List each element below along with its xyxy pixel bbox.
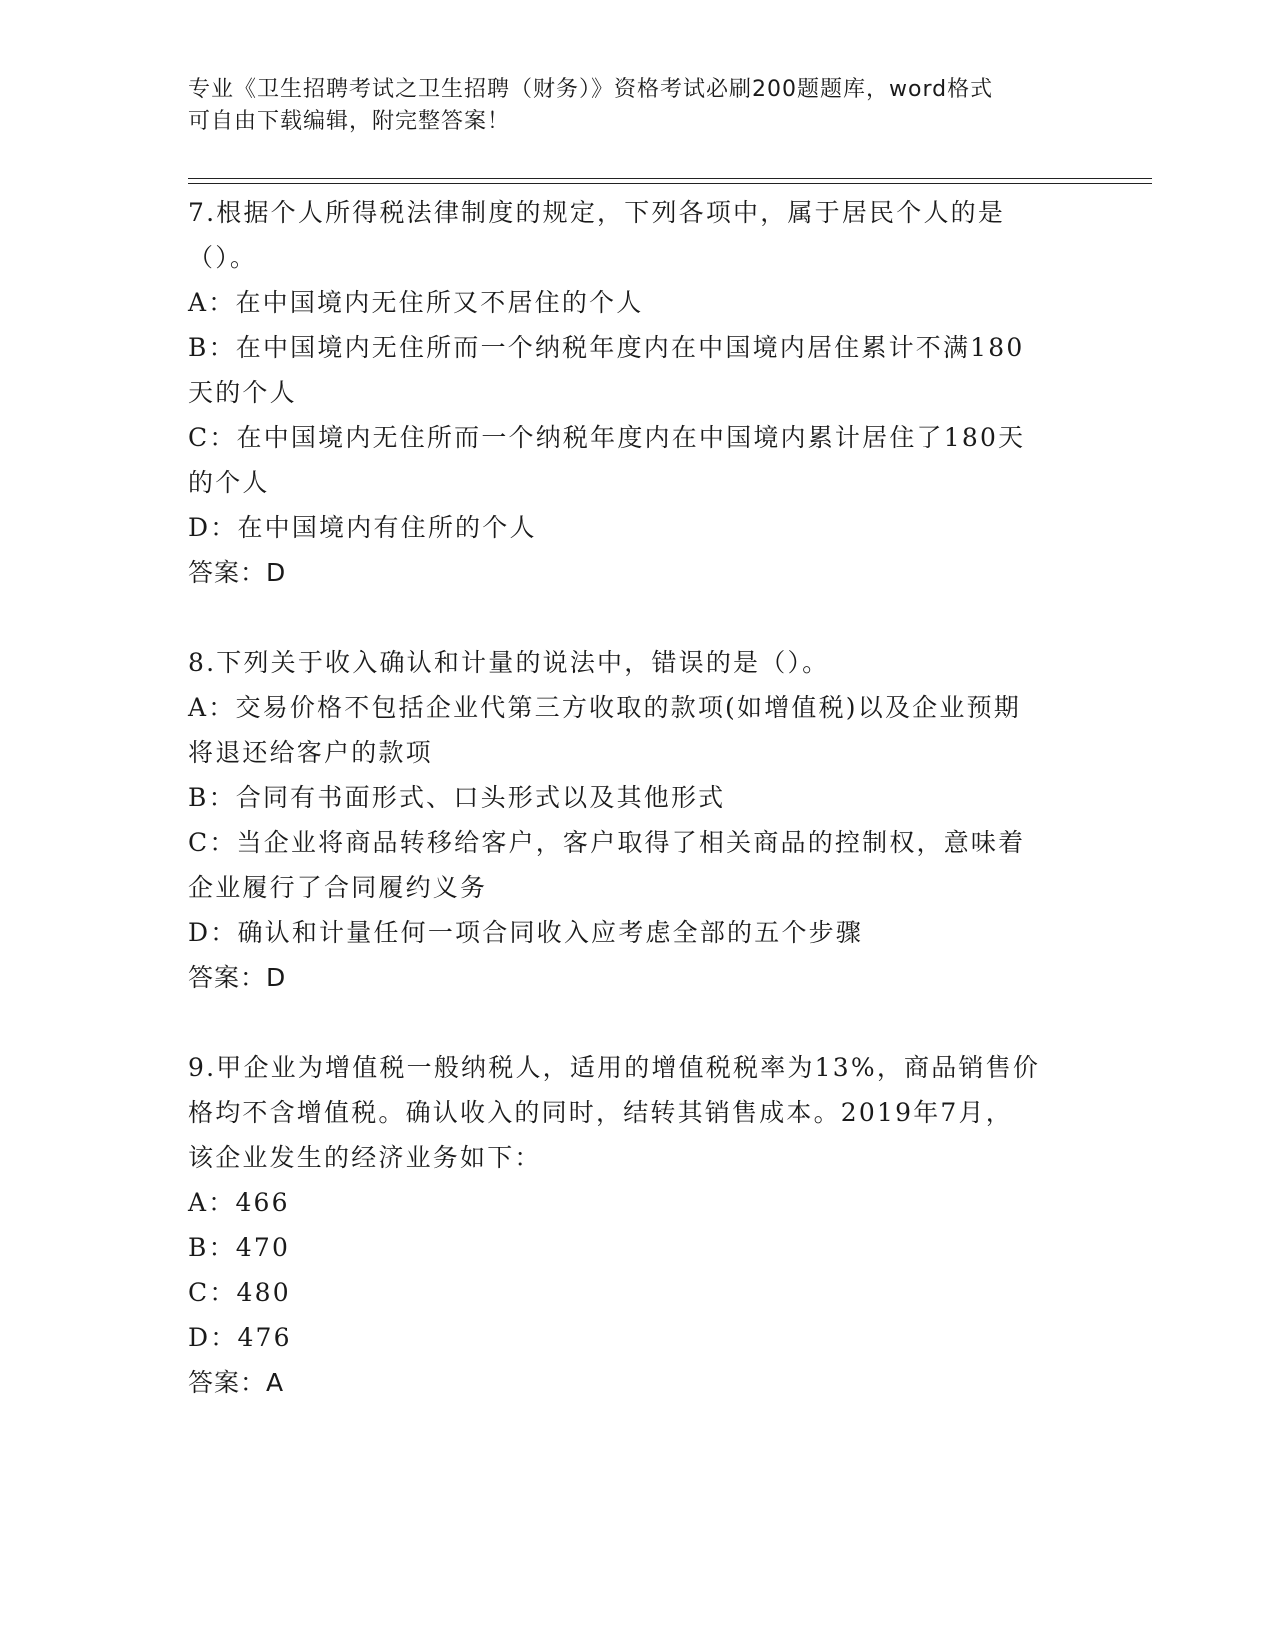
- option-b: B：合同有书面形式、口头形式以及其他形式: [188, 783, 726, 812]
- option-b: 天的个人: [188, 378, 297, 407]
- option-c: C：当企业将商品转移给客户，客户取得了相关商品的控制权，意味着: [188, 828, 1026, 857]
- option-b: B：在中国境内无住所而一个纳税年度内在中国境内居住累计不满180: [188, 333, 1025, 362]
- option-a: A：在中国境内无住所又不居住的个人: [188, 288, 644, 317]
- document-header: [188, 74, 1068, 138]
- option-c: C：480: [188, 1278, 291, 1307]
- option-a: A：交易价格不包括企业代第三方收取的款项(如增值税)以及企业预期: [188, 693, 1021, 722]
- question-stem: 7.根据个人所得税法律制度的规定，下列各项中，属于居民个人的是: [188, 198, 1006, 227]
- header-line-2: 可自由下载编辑，附完整答案！: [188, 109, 511, 134]
- question-stem: 9.甲企业为增值税一般纳税人，适用的增值税税率为13%，商品销售价: [188, 1053, 1041, 1082]
- option-d: D：确认和计量任何一项合同收入应考虑全部的五个步骤: [188, 918, 864, 947]
- spacer: [188, 1000, 1088, 1045]
- answer-line: 答案：D: [188, 558, 287, 587]
- spacer: [188, 595, 1088, 640]
- option-c: 企业履行了合同履约义务: [188, 873, 488, 902]
- answer-line: 答案：A: [188, 1368, 285, 1397]
- option-c: C：在中国境内无住所而一个纳税年度内在中国境内累计居住了180天: [188, 423, 1026, 452]
- option-d: D：476: [188, 1323, 292, 1352]
- question-block: [188, 190, 1088, 595]
- header-line-1: 专业《卫生招聘考试之卫生招聘（财务）》资格考试必刷200题题库，word格式: [188, 77, 994, 102]
- question-block: [188, 640, 1088, 1000]
- header-divider-bottom: [188, 183, 1152, 184]
- option-c: 的个人: [188, 468, 270, 497]
- option-b: B：470: [188, 1233, 291, 1262]
- answer-line: 答案：D: [188, 963, 287, 992]
- option-d: D：在中国境内有住所的个人: [188, 513, 537, 542]
- question-block: [188, 1045, 1088, 1405]
- option-a: A：466: [188, 1188, 290, 1217]
- question-stem: （）。: [188, 243, 258, 272]
- question-stem: 格均不含增值税。确认收入的同时，结转其销售成本。2019年7月，: [188, 1098, 1013, 1127]
- question-list: [188, 190, 1088, 1405]
- header-divider-top: [188, 178, 1152, 179]
- question-stem: 8.下列关于收入确认和计量的说法中，错误的是（）。: [188, 648, 830, 677]
- question-stem: 该企业发生的经济业务如下：: [188, 1143, 542, 1172]
- option-a: 将退还给客户的款项: [188, 738, 433, 767]
